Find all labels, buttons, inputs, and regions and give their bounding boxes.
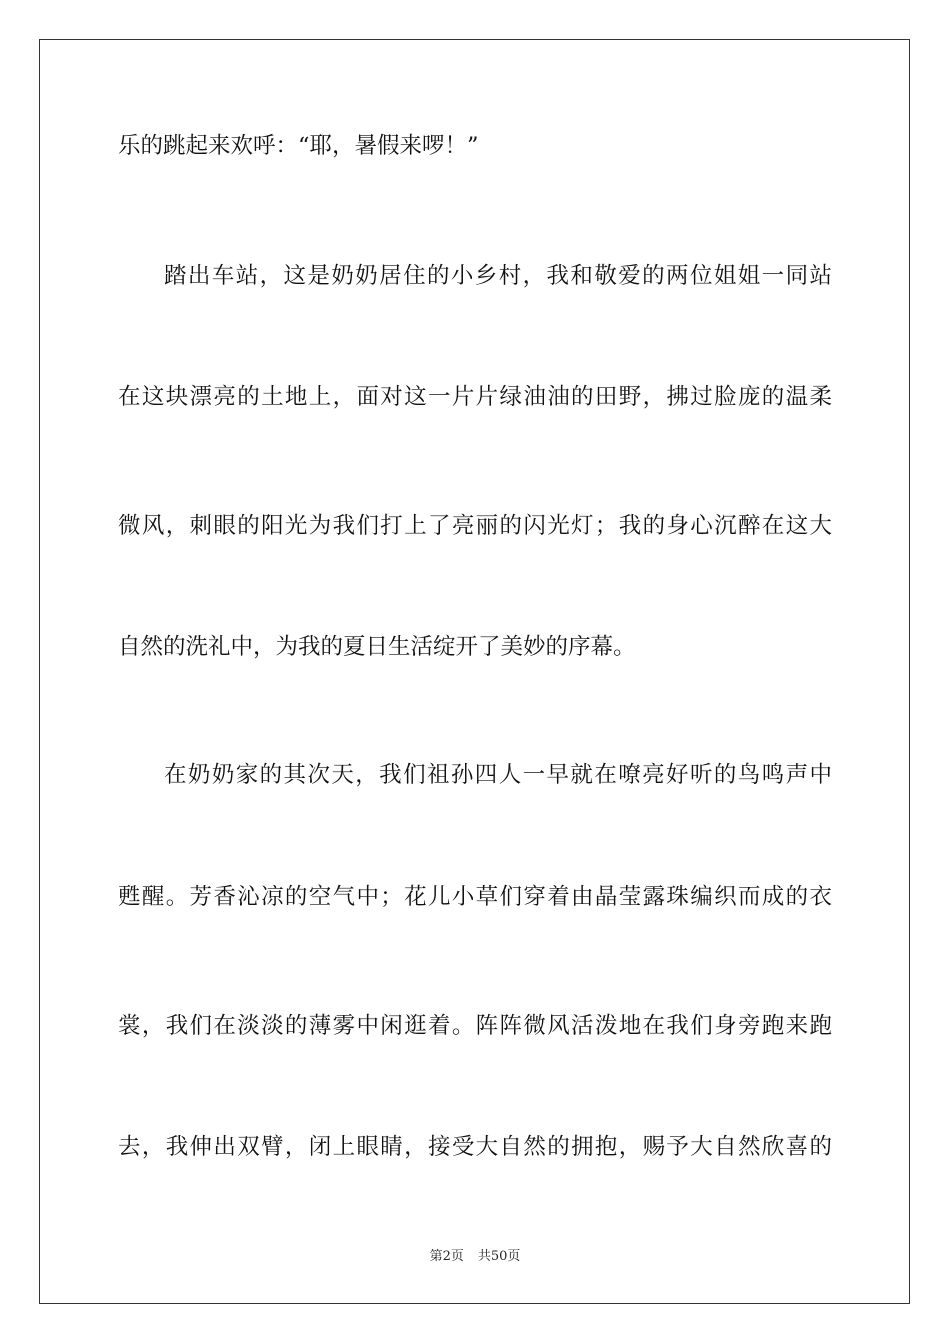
page-number: 第2页 [429,1249,464,1264]
text-line: 微风，刺眼的阳光为我们打上了亮丽的闪光灯；我的身心沉醉在这大 [118,513,832,539]
text-line: 甦醒。芳香沁凉的空气中；花儿小草们穿着由晶莹露珠编织而成的衣 [118,884,832,910]
text-line: 乐的跳起来欢呼：“耶，暑假来啰！” [118,133,479,159]
text-line: 裳，我们在淡淡的薄雾中闲逛着。阵阵微风活泼地在我们身旁跑来跑 [118,1013,832,1039]
text-line: 去，我伸出双臂，闭上眼睛，接受大自然的拥抱，赐予大自然欣喜的 [118,1134,832,1160]
text-line: 自然的洗礼中，为我的夏日生活绽开了美妙的序幕。 [118,634,636,660]
page-total: 共50页 [477,1249,521,1264]
page-border [39,39,910,1304]
paragraph-first-line: 踏出车站，这是奶奶居住的小乡村，我和敬爱的两位姐姐一同站 [164,263,832,289]
page-footer [0,1248,950,1266]
text-line: 在这块漂亮的土地上，面对这一片片绿油油的田野，拂过脸庞的温柔 [118,384,832,410]
paragraph-first-line: 在奶奶家的其次天，我们祖孙四人一早就在嘹亮好听的鸟鸣声中 [164,762,832,788]
